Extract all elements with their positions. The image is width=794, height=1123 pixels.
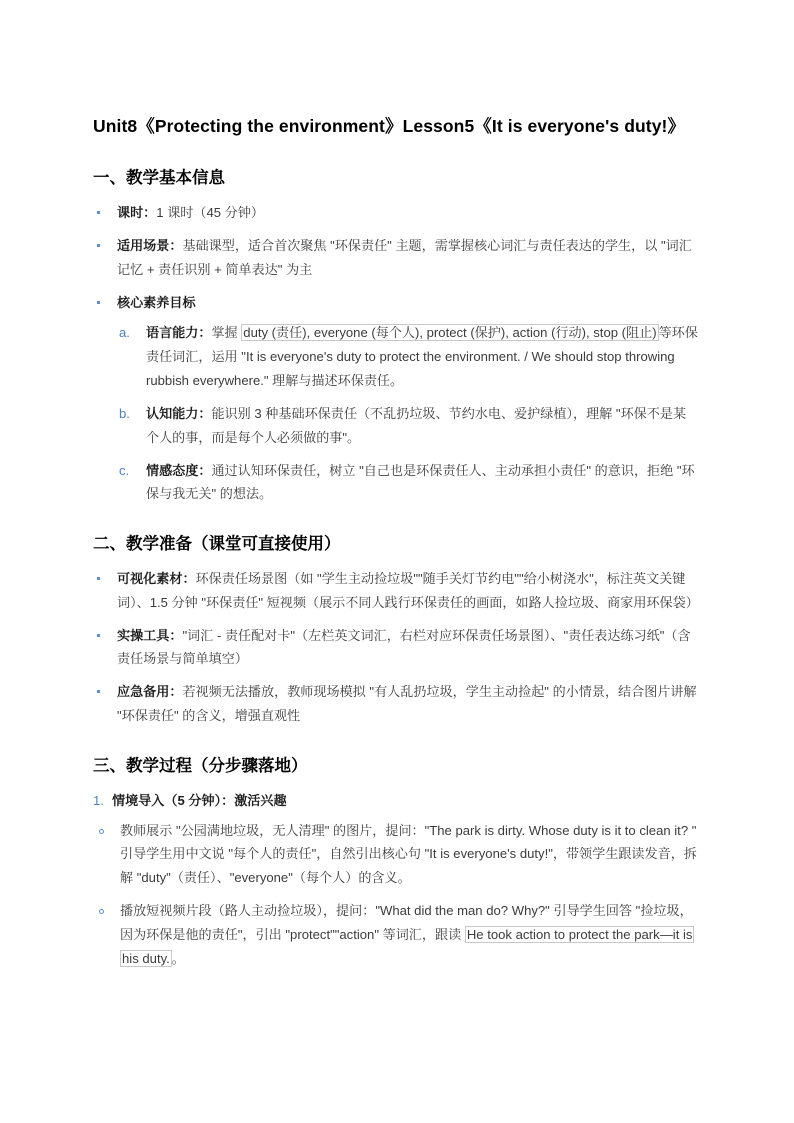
step-title: 情境导入（5 分钟）：激活兴趣 — [112, 792, 287, 808]
step-1-detail-list — [93, 819, 698, 971]
subitem-pre-text: 通过认知环保责任，树立 "自己也是环保责任人、主动承担小责任" 的意识，拒绝 "环保与我无关" 的想法。 — [146, 462, 695, 502]
detail-pre-text: 播放短视频片段（路人主动捡垃圾），提问："What did the man do? Why?" 引导学生回答 "捡垃圾，因为环保是他的责任"，引出 "protect""action" 等词汇，跟读 — [120, 902, 693, 942]
highlighted-vocabulary-box: duty (责任), everyone (每个人), protect (保护), action (行动), stop (阻止) — [243, 325, 657, 341]
list-item — [117, 321, 698, 392]
section-heading-1: 一、教学基本信息 — [93, 169, 225, 188]
subitem-pre-text: 能识别 3 种基础环保责任（不乱扔垃圾、节约水电、爱护绿植），理解 "环保不是某个人的事，而是每个人必须做的事"。 — [146, 405, 687, 445]
bullet-text: 环保责任场景图（如 "学生主动捡垃圾""随手关灯节约电""给小树浇水"，标注英文关键词）、1.5 分钟 "环保责任" 短视频（展示不同人践行环保责任的画面，如路人捡垃圾、商家用环保袋） — [117, 570, 699, 610]
bullet-text: 若视频无法播放，教师现场模拟 "有人乱扔垃圾，学生主动捡起" 的小情景，结合图片讲解 "环保责任" 的含义，增强直观性 — [117, 684, 697, 724]
section-2-bullet-list — [93, 567, 698, 728]
subitem-label: 认知能力： — [146, 405, 212, 421]
bullet-text: 1 课时（45 分钟） — [156, 205, 264, 221]
detail-post-text: 。 — [171, 950, 185, 966]
bullet-label: 可视化素材： — [117, 570, 196, 586]
list-item-step — [93, 789, 698, 813]
document-title: Unit8《Protecting the environment》Lesson5《It is everyone's duty!》 — [93, 116, 686, 136]
list-item — [93, 201, 698, 225]
detail-text: 教师展示 "公园满地垃圾，无人清理" 的图片，提问："The park is dirty. Whose duty is it to clean it? " 引导学生用中文说 "每个人的责任"，自然引出核心句 "It is everyone's duty!"，带领学生跟读发音，拆解 "duty"（责任）、"everyone"（每个人）的含义。 — [120, 822, 697, 886]
core-competency-sublist — [117, 321, 698, 506]
subitem-pre-text: 掌握 — [211, 325, 242, 341]
teaching-steps-list — [93, 789, 698, 813]
list-item — [117, 459, 698, 507]
bullet-label: 核心素养目标 — [117, 294, 196, 310]
list-item — [93, 567, 698, 615]
list-item-core-competency — [93, 291, 698, 507]
highlighted-sentence-box: He took action to protect the park—it is his duty. — [122, 926, 693, 966]
section-heading-2: 二、教学准备（课堂可直接使用） — [93, 535, 341, 554]
bullet-label: 课时： — [117, 205, 157, 221]
bullet-label: 适用场景： — [117, 237, 183, 253]
subitem-label: 情感态度： — [146, 462, 212, 478]
bullet-label: 实操工具： — [117, 627, 183, 643]
subitem-label: 语言能力： — [146, 325, 212, 341]
list-item — [93, 899, 698, 970]
bullet-text: 基础课型，适合首次聚焦 "环保责任" 主题，需掌握核心词汇与责任表达的学生，以 "词汇记忆 + 责任识别 + 简单表达" 为主 — [117, 237, 692, 277]
list-item — [117, 402, 698, 450]
bullet-label: 应急备用： — [117, 684, 183, 700]
list-item — [93, 819, 698, 890]
list-item — [93, 234, 698, 282]
section-heading-3: 三、教学过程（分步骤落地） — [93, 756, 308, 775]
section-1-bullet-list — [93, 201, 698, 506]
list-item — [93, 680, 698, 728]
bullet-text: "词汇 - 责任配对卡"（左栏英文词汇，右栏对应环保责任场景图）、"责任表达练习纸"（含责任场景与简单填空） — [117, 627, 691, 667]
subitem-post-text: 等环保责任词汇，运用 "It is everyone's duty to protect the environment. / We should stop throwing rubbish everywhere." 理解与描述环保责任。 — [146, 325, 698, 389]
list-item — [93, 624, 698, 672]
